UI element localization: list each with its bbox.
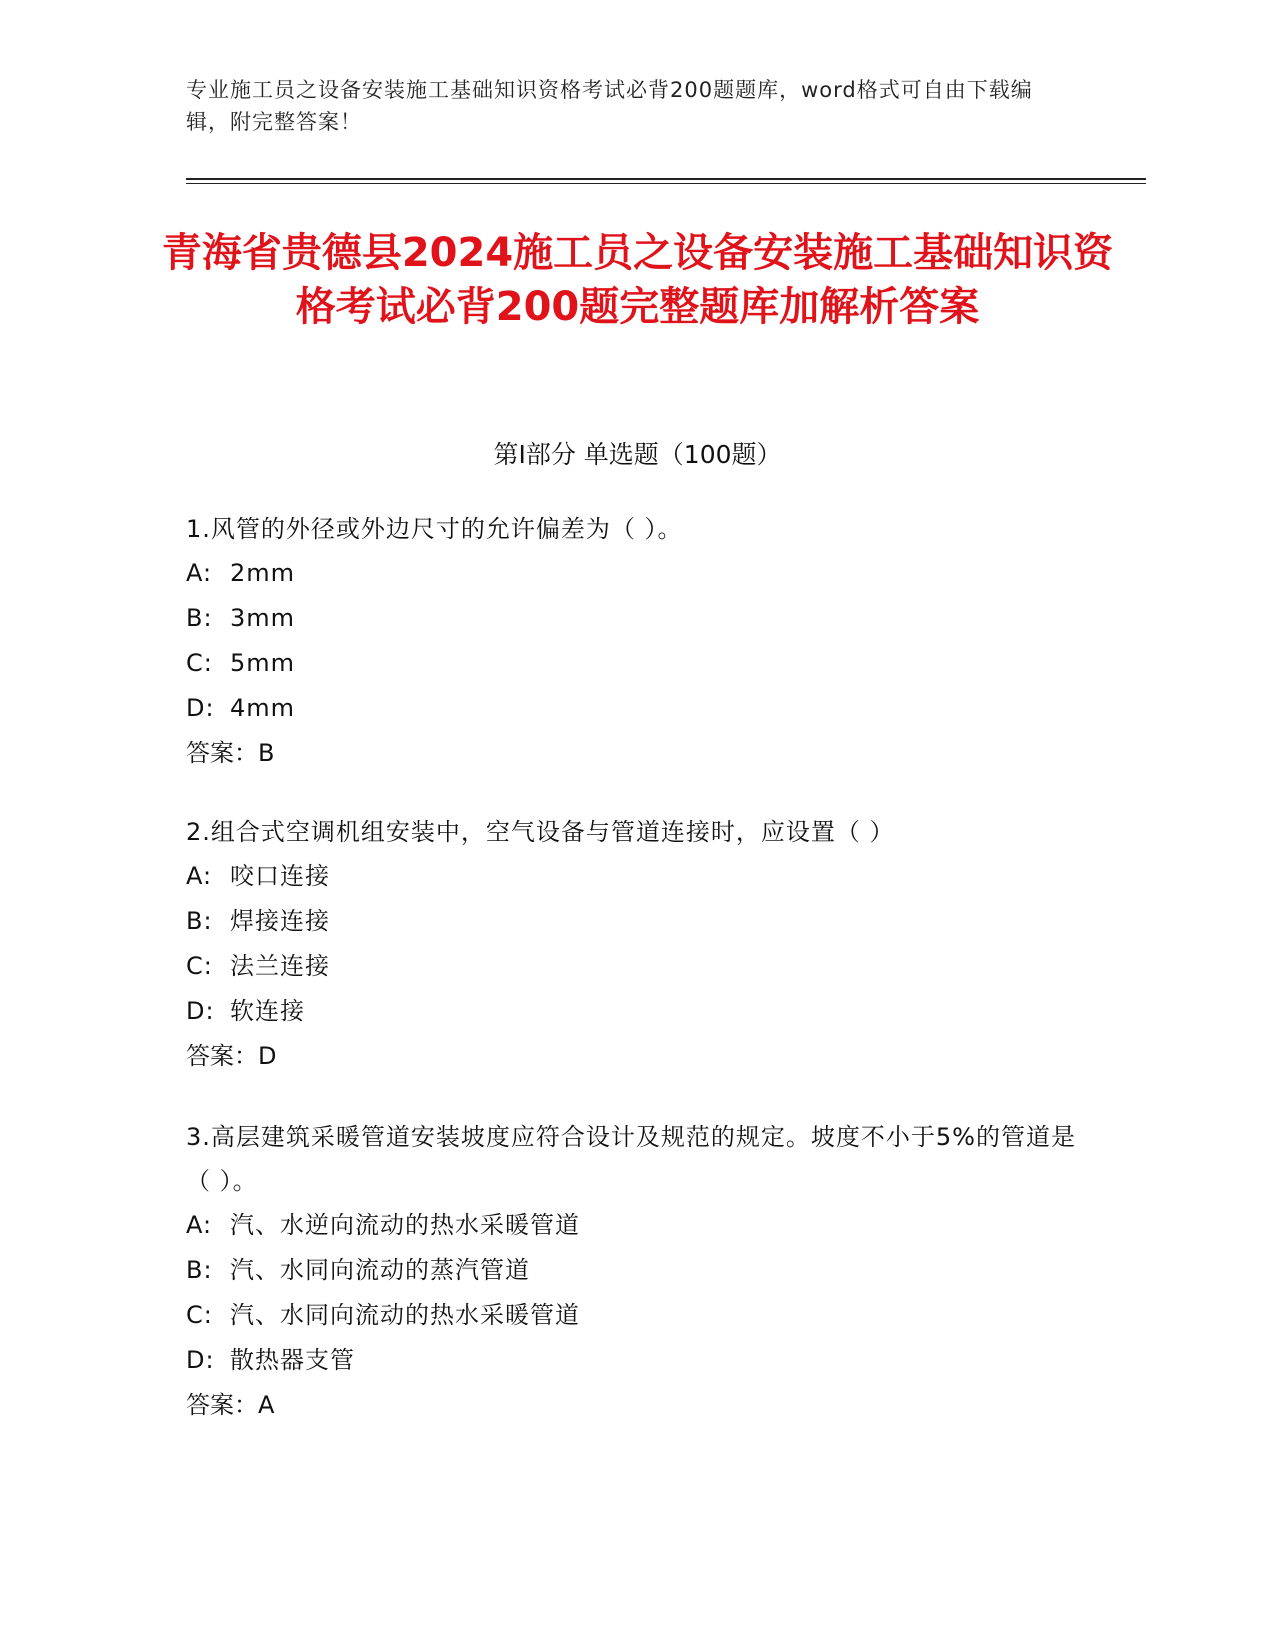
question-1 bbox=[186, 507, 1086, 776]
option-letter: B: bbox=[186, 907, 213, 935]
answer-line bbox=[186, 731, 1086, 776]
option-text: 汽、水同向流动的热水采暖管道 bbox=[230, 1301, 580, 1329]
option-c bbox=[186, 944, 1086, 989]
option-text: 焊接连接 bbox=[230, 907, 330, 935]
answer-label: 答案： bbox=[186, 1042, 258, 1070]
answer-label: 答案： bbox=[186, 739, 258, 767]
option-letter: B: bbox=[186, 604, 213, 632]
option-letter: D: bbox=[186, 694, 215, 722]
option-d bbox=[186, 1338, 1086, 1383]
question-2 bbox=[186, 810, 1086, 1079]
option-a bbox=[186, 1203, 1086, 1248]
option-c bbox=[186, 641, 1086, 686]
option-text: 汽、水逆向流动的热水采暖管道 bbox=[230, 1211, 580, 1239]
question-text: 3.高层建筑采暖管道安装坡度应符合设计及规范的规定。坡度不小于5%的管道是（ ）。 bbox=[186, 1123, 1076, 1195]
answer-value: A bbox=[258, 1391, 275, 1419]
question-3 bbox=[186, 1115, 1086, 1428]
question-text: 1.风管的外径或外边尺寸的允许偏差为（ ）。 bbox=[186, 515, 683, 543]
section-heading: 第I部分 单选题（100题） bbox=[493, 440, 782, 469]
option-letter: C: bbox=[186, 952, 213, 980]
header-note: 专业施工员之设备安装施工基础知识资格考试必背200题题库，word格式可自由下载编辑，附完整答案！ bbox=[186, 78, 1033, 134]
answer-line bbox=[186, 1034, 1086, 1079]
answer-line bbox=[186, 1383, 1086, 1428]
option-text: 汽、水同向流动的蒸汽管道 bbox=[230, 1256, 530, 1284]
option-d bbox=[186, 989, 1086, 1034]
option-letter: A: bbox=[186, 1211, 213, 1239]
option-text: 2mm bbox=[230, 559, 296, 587]
option-b bbox=[186, 596, 1086, 641]
option-text: 4mm bbox=[230, 694, 296, 722]
option-a bbox=[186, 854, 1086, 899]
option-a bbox=[186, 551, 1086, 596]
option-letter: C: bbox=[186, 1301, 213, 1329]
option-text: 软连接 bbox=[230, 997, 305, 1025]
option-letter: B: bbox=[186, 1256, 213, 1284]
question-text: 2.组合式空调机组安装中，空气设备与管道连接时，应设置（ ） bbox=[186, 818, 895, 846]
option-text: 3mm bbox=[230, 604, 296, 632]
option-text: 5mm bbox=[230, 649, 296, 677]
document-title: 青海省贵德县2024施工员之设备安装施工基础知识资格考试必背200题完整题库加解析答案 bbox=[161, 230, 1114, 330]
option-text: 散热器支管 bbox=[230, 1346, 355, 1374]
option-letter: D: bbox=[186, 997, 215, 1025]
option-b bbox=[186, 1248, 1086, 1293]
header-rule-thin bbox=[186, 183, 1146, 184]
option-letter: A: bbox=[186, 862, 213, 890]
option-c bbox=[186, 1293, 1086, 1338]
answer-value: B bbox=[258, 739, 275, 767]
option-text: 咬口连接 bbox=[230, 862, 330, 890]
option-letter: D: bbox=[186, 1346, 215, 1374]
option-b bbox=[186, 899, 1086, 944]
answer-value: D bbox=[258, 1042, 277, 1070]
option-text: 法兰连接 bbox=[230, 952, 330, 980]
header-rule-thick bbox=[186, 178, 1146, 180]
option-d bbox=[186, 686, 1086, 731]
option-letter: C: bbox=[186, 649, 213, 677]
answer-label: 答案： bbox=[186, 1391, 258, 1419]
option-letter: A: bbox=[186, 559, 213, 587]
